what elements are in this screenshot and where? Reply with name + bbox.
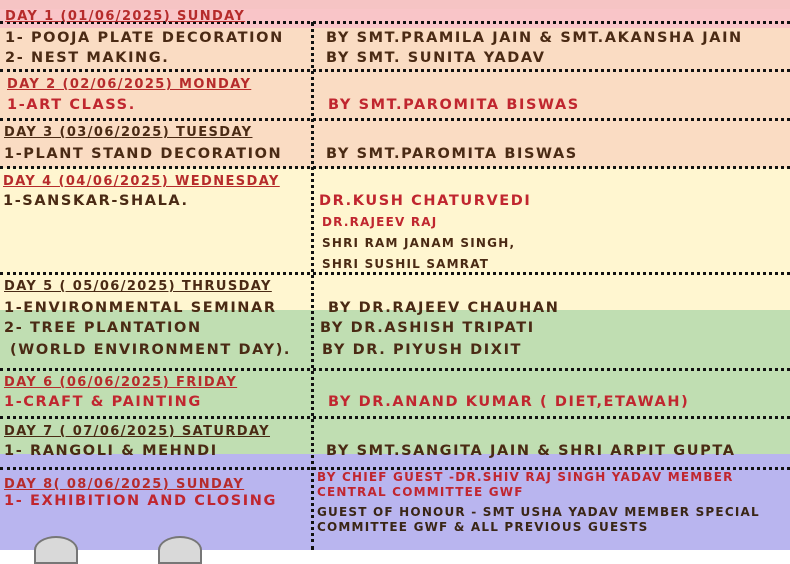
- separator: [0, 166, 790, 169]
- day-4-presenter-4: SHRI SUSHIL SAMRAT: [322, 257, 490, 271]
- day-6-presenter-1: BY DR.ANAND KUMAR ( DIET,ETAWAH): [328, 394, 690, 410]
- day-1-activity-2: 2- NEST MAKING.: [5, 50, 170, 66]
- day-5-activity-2: 2- TREE PLANTATION: [4, 320, 202, 336]
- separator: [0, 416, 790, 419]
- day-5-title: DAY 5 ( 05/06/2025) THRUSDAY: [4, 279, 272, 294]
- day-4-presenter-2: DR.RAJEEV RAJ: [322, 215, 438, 229]
- day-3-title: DAY 3 (03/06/2025) TUESDAY: [4, 125, 253, 140]
- column-divider: [311, 22, 314, 550]
- day-8-presenter-2: CENTRAL COMMITTEE GWF: [317, 485, 524, 499]
- day-8-activity-1: 1- EXHIBITION AND CLOSING: [4, 493, 278, 509]
- separator: [0, 118, 790, 121]
- separator: [0, 69, 790, 72]
- day-5-presenter-2: BY DR.ASHISH TRIPATI: [320, 320, 535, 336]
- day-8-presenter-4: COMMITTEE GWF & ALL PREVIOUS GUESTS: [317, 520, 649, 534]
- day-1-title: DAY 1 (01/06/2025) SUNDAY: [5, 9, 246, 24]
- separator: [0, 368, 790, 371]
- day-7-title: DAY 7 ( 07/06/2025) SATURDAY: [4, 424, 270, 439]
- day-8-presenter-1: BY CHIEF GUEST -DR.SHIV RAJ SINGH YADAV MEMBER: [317, 470, 734, 484]
- day-1-presenter-2: BY SMT. SUNITA YADAV: [326, 50, 546, 66]
- day-3-activity-1: 1-PLANT STAND DECORATION: [4, 146, 283, 162]
- day-5-activity-1: 1-ENVIRONMENTAL SEMINAR: [4, 300, 277, 316]
- day-4-title: DAY 4 (04/06/2025) WEDNESDAY: [3, 174, 280, 189]
- day-2-activity-1: 1-ART CLASS.: [7, 97, 136, 113]
- guest-photo: [158, 536, 202, 564]
- day-7-presenter-1: BY SMT.SANGITA JAIN & SHRI ARPIT GUPTA: [326, 443, 736, 459]
- day-5-presenter-3: BY DR. PIYUSH DIXIT: [322, 342, 523, 358]
- day-6-activity-1: 1-CRAFT & PAINTING: [4, 394, 202, 410]
- day-1-activity-1: 1- POOJA PLATE DECORATION: [5, 30, 284, 46]
- day-5-presenter-1: BY DR.RAJEEV CHAUHAN: [328, 300, 560, 316]
- day-4-activity-1: 1-SANSKAR-SHALA.: [3, 193, 189, 209]
- day-1-presenter-1: BY SMT.PRAMILA JAIN & SMT.AKANSHA JAIN: [326, 30, 743, 46]
- day-4-presenter-3: SHRI RAM JANAM SINGH,: [322, 236, 516, 250]
- day-2-presenter-1: BY SMT.PAROMITA BISWAS: [328, 97, 580, 113]
- day-5-activity-3: (WORLD ENVIRONMENT DAY).: [10, 342, 292, 358]
- day-2-title: DAY 2 (02/06/2025) MONDAY: [7, 77, 252, 92]
- day-4-presenter-1: DR.KUSH CHATURVEDI: [319, 193, 532, 209]
- day-7-activity-1: 1- RANGOLI & MEHNDI: [4, 443, 218, 459]
- guest-photo: [34, 536, 78, 564]
- day-8-title: DAY 8( 08/06/2025) SUNDAY: [4, 477, 245, 492]
- day-8-presenter-3: GUEST OF HONOUR - SMT USHA YADAV MEMBER SPECIAL: [317, 505, 760, 519]
- day-6-title: DAY 6 (06/06/2025) FRIDAY: [4, 375, 238, 390]
- day-3-presenter-1: BY SMT.PAROMITA BISWAS: [326, 146, 578, 162]
